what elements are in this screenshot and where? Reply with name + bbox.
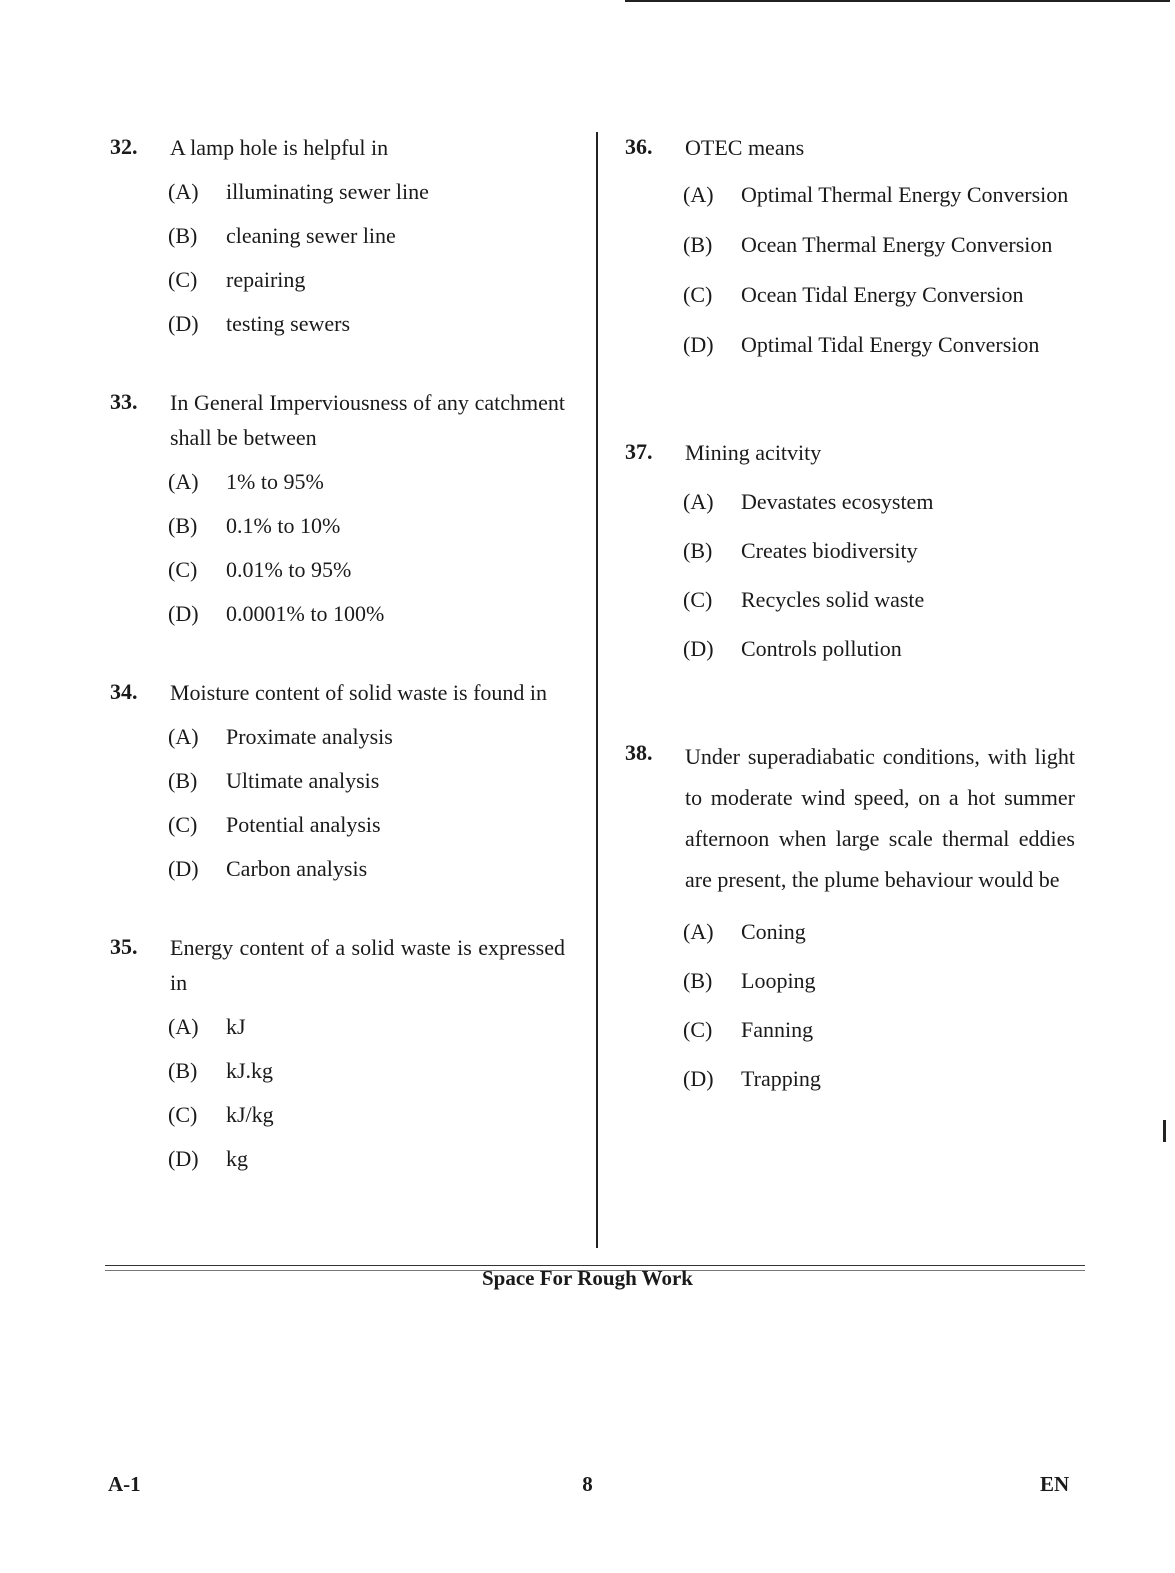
question-text: Energy content of a solid waste is expressed in <box>170 935 565 995</box>
option-label: (D) <box>168 856 199 881</box>
option-d <box>683 325 1075 365</box>
option-text: Proximate analysis <box>226 724 393 749</box>
option-text: Potential analysis <box>226 812 381 837</box>
option-c <box>683 275 1075 315</box>
top-rule <box>625 0 1170 2</box>
option-a <box>683 485 1075 519</box>
option-b <box>168 764 565 798</box>
question-number: 33. <box>110 389 138 414</box>
option-text: Carbon analysis <box>226 856 368 881</box>
option-label: (B) <box>683 968 713 993</box>
option-c <box>168 263 565 297</box>
option-label: (A) <box>683 182 714 207</box>
option-b <box>168 509 565 543</box>
option-label: (D) <box>683 1066 714 1091</box>
footer-booklet-code: A-1 <box>108 1472 141 1496</box>
option-a <box>168 465 565 499</box>
question-text: A lamp hole is helpful in <box>170 135 389 160</box>
option-label: (B) <box>168 768 198 793</box>
scan-mark <box>1163 1120 1166 1142</box>
option-a <box>168 720 565 754</box>
footer-page-number: 8 <box>582 1472 593 1496</box>
option-label: (C) <box>168 812 198 837</box>
option-a <box>168 1010 565 1044</box>
question-37 <box>625 435 1075 666</box>
option-text: Recycles solid waste <box>741 587 925 612</box>
option-label: (A) <box>683 919 714 944</box>
option-label: (A) <box>168 469 199 494</box>
option-d <box>168 1142 565 1176</box>
footer-language: EN <box>1040 1472 1070 1496</box>
option-label: (B) <box>168 1058 198 1083</box>
option-d <box>168 597 565 631</box>
option-text: kg <box>226 1146 248 1171</box>
question-number: 37. <box>625 439 653 464</box>
option-text: Looping <box>741 968 816 993</box>
option-text: Ultimate analysis <box>226 768 380 793</box>
option-text: Coning <box>741 919 806 944</box>
option-label: (A) <box>168 724 199 749</box>
option-text: 0.1% to 10% <box>226 513 341 538</box>
option-b <box>683 225 1075 265</box>
option-label: (D) <box>683 636 714 661</box>
question-number: 38. <box>625 740 653 765</box>
option-text: repairing <box>226 267 306 292</box>
option-text: cleaning sewer line <box>226 223 396 248</box>
option-text: kJ.kg <box>226 1058 274 1083</box>
question-35 <box>110 930 565 1176</box>
option-label: (C) <box>683 587 713 612</box>
question-number: 36. <box>625 134 653 159</box>
question-32 <box>110 130 565 341</box>
option-label: (D) <box>168 601 199 626</box>
option-text: Controls pollution <box>741 636 902 661</box>
option-a <box>683 175 1075 215</box>
option-label: (A) <box>683 489 714 514</box>
option-d <box>683 1062 1075 1096</box>
rough-work-label: Space For Rough Work <box>481 1266 693 1290</box>
option-c <box>683 1013 1075 1047</box>
option-label: (C) <box>683 1017 713 1042</box>
option-text: kJ <box>226 1014 246 1039</box>
option-b <box>168 219 565 253</box>
option-text: Optimal Tidal Energy Conversion <box>741 332 1040 357</box>
option-b <box>683 534 1075 568</box>
option-text: illuminating sewer line <box>226 179 429 204</box>
option-label: (D) <box>168 1146 199 1171</box>
column-divider <box>596 132 598 1248</box>
left-column <box>110 130 565 1176</box>
question-number: 35. <box>110 934 138 959</box>
option-text: 0.01% to 95% <box>226 557 352 582</box>
option-label: (C) <box>168 267 198 292</box>
option-label: (A) <box>168 1014 199 1039</box>
option-b <box>168 1054 565 1088</box>
option-c <box>168 808 565 842</box>
question-text: Under superadiabatic conditions, with light to moderate wind speed, on a hot summer afternoon when large scale thermal eddies are present, the plume behaviour would be <box>685 744 1075 892</box>
option-text: Ocean Thermal Energy Conversion <box>741 232 1053 257</box>
right-column <box>625 130 1075 1096</box>
option-text: Devastates ecosystem <box>741 489 934 514</box>
option-a <box>168 175 565 209</box>
option-a <box>683 915 1075 949</box>
option-d <box>168 852 565 886</box>
question-36 <box>625 130 1075 365</box>
option-label: (D) <box>168 311 199 336</box>
option-text: Trapping <box>741 1066 821 1091</box>
option-label: (B) <box>683 232 713 257</box>
option-label: (C) <box>168 1102 198 1127</box>
option-label: (A) <box>168 179 199 204</box>
option-b <box>683 964 1075 998</box>
option-label: (B) <box>168 513 198 538</box>
question-text: Mining acitvity <box>685 440 822 465</box>
option-label: (D) <box>683 332 714 357</box>
option-text: testing sewers <box>226 311 351 336</box>
question-33 <box>110 385 565 631</box>
question-38 <box>625 736 1075 1096</box>
option-c <box>683 583 1075 617</box>
option-text: 1% to 95% <box>226 469 324 494</box>
option-text: kJ/kg <box>226 1102 274 1127</box>
option-d <box>168 307 565 341</box>
question-text: Moisture content of solid waste is found in <box>170 680 548 705</box>
option-text: Optimal Thermal Energy Conversion <box>741 182 1069 207</box>
option-d <box>683 632 1075 666</box>
question-number: 32. <box>110 134 138 159</box>
question-text: In General Imperviousness of any catchment shall be between <box>170 390 565 450</box>
question-number: 34. <box>110 679 138 704</box>
option-label: (B) <box>683 538 713 563</box>
question-text: OTEC means <box>685 135 805 160</box>
option-label: (C) <box>683 282 713 307</box>
option-text: Ocean Tidal Energy Conversion <box>741 282 1024 307</box>
option-label: (C) <box>168 557 198 582</box>
question-34 <box>110 675 565 886</box>
option-text: 0.0001% to 100% <box>226 601 385 626</box>
option-text: Fanning <box>741 1017 814 1042</box>
option-text: Creates biodiversity <box>741 538 918 563</box>
option-label: (B) <box>168 223 198 248</box>
option-c <box>168 1098 565 1132</box>
option-c <box>168 553 565 587</box>
